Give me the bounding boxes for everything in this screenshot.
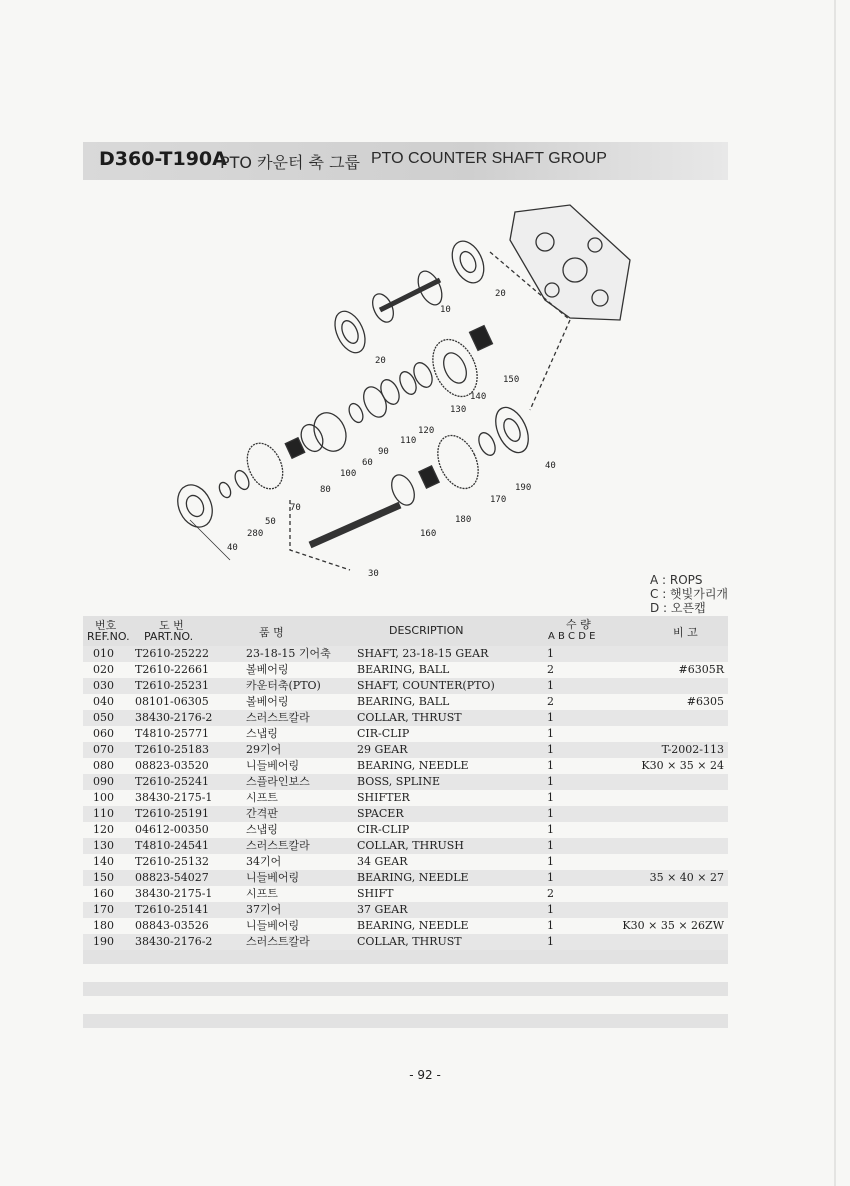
description: SPACER <box>357 807 404 820</box>
part-no: 08843-03526 <box>135 919 209 932</box>
part-no: T2610-25132 <box>135 855 210 868</box>
title-english: PTO COUNTER SHAFT GROUP <box>371 150 607 167</box>
table-row <box>83 646 728 662</box>
description: SHAFT, 23-18-15 GEAR <box>357 647 489 660</box>
description: 37 GEAR <box>357 903 408 916</box>
svg-text:280: 280 <box>247 529 264 539</box>
qty-a: 1 <box>547 679 554 692</box>
part-name-ko: 카운터축(PTO) <box>246 679 321 692</box>
svg-text:50: 50 <box>265 517 276 527</box>
variant-legend <box>650 573 728 615</box>
page-number: - 92 - <box>409 1068 441 1082</box>
table-row <box>83 662 728 678</box>
ref-no: 110 <box>93 807 114 820</box>
svg-text:130: 130 <box>450 405 467 415</box>
part-name-ko: 스냅링 <box>246 823 278 836</box>
part-no: 38430-2176-2 <box>135 935 213 948</box>
part-no: T2610-25231 <box>135 679 210 692</box>
svg-text:160: 160 <box>420 529 437 539</box>
table-filler-row <box>83 982 728 996</box>
part-name-ko: 니들베어링 <box>246 919 300 932</box>
part-no: 38430-2176-2 <box>135 711 213 724</box>
part-no: T2610-25183 <box>135 743 210 756</box>
exploded-parts-diagram <box>150 200 670 590</box>
part-name-ko: 스러스트칼라 <box>246 711 310 724</box>
table-row <box>83 886 728 902</box>
description: SHAFT, COUNTER(PTO) <box>357 679 495 692</box>
table-row <box>83 870 728 886</box>
qty-a: 1 <box>547 743 554 756</box>
qty-a: 1 <box>547 807 554 820</box>
table-row <box>83 758 728 774</box>
svg-text:150: 150 <box>503 375 520 385</box>
description: SHIFTER <box>357 791 410 804</box>
part-name-ko: 시프트 <box>246 887 278 900</box>
table-row <box>83 806 728 822</box>
svg-text:180: 180 <box>455 515 472 525</box>
ref-no: 080 <box>93 759 114 772</box>
name-header: 품 명 <box>259 626 284 639</box>
qty-a: 1 <box>547 759 554 772</box>
svg-text:110: 110 <box>400 436 417 446</box>
remark: K30 × 35 × 24 <box>641 759 724 772</box>
ref-no: 100 <box>93 791 114 804</box>
part-name-ko: 니들베어링 <box>246 871 300 884</box>
description: CIR-CLIP <box>357 727 410 740</box>
svg-text:80: 80 <box>320 485 331 495</box>
part-name-ko: 간격판 <box>246 807 278 820</box>
part-name-ko: 니들베어링 <box>246 759 300 772</box>
ref-no: 010 <box>93 647 114 660</box>
ref-no: 120 <box>93 823 114 836</box>
remark: #6305 <box>686 695 724 708</box>
part-name-ko: 34기어 <box>246 855 282 868</box>
description: COLLAR, THRUST <box>357 711 462 724</box>
qty-a: 2 <box>547 887 554 900</box>
table-row <box>83 742 728 758</box>
part-no: 38430-2175-1 <box>135 887 213 900</box>
table-row <box>83 678 728 694</box>
description: SHIFT <box>357 887 394 900</box>
ref-no: 130 <box>93 839 114 852</box>
description: 34 GEAR <box>357 855 408 868</box>
desc-header: DESCRIPTION <box>389 624 464 637</box>
remark: #6305R <box>678 663 724 676</box>
part-header-ko: 도 번 <box>159 619 184 632</box>
ref-no: 170 <box>93 903 114 916</box>
legend-item: A : ROPS <box>650 573 703 587</box>
ref-no: 040 <box>93 695 114 708</box>
part-no: T2610-25141 <box>135 903 210 916</box>
svg-text:90: 90 <box>378 447 389 457</box>
description: BEARING, NEEDLE <box>357 919 469 932</box>
remark-header: 비 고 <box>673 626 698 639</box>
ref-header-ko: 번호 <box>95 619 117 632</box>
part-name-ko: 스러스트칼라 <box>246 839 310 852</box>
ref-no: 150 <box>93 871 114 884</box>
group-code: D360-T190A <box>99 148 227 170</box>
table-row <box>83 918 728 934</box>
remark: T-2002-113 <box>661 743 724 756</box>
table-row <box>83 790 728 806</box>
svg-text:140: 140 <box>470 392 487 402</box>
part-name-ko: 볼베어링 <box>246 663 289 676</box>
ref-no: 070 <box>93 743 114 756</box>
svg-text:40: 40 <box>545 461 556 471</box>
svg-text:70: 70 <box>290 503 301 513</box>
ref-no: 060 <box>93 727 114 740</box>
table-row <box>83 902 728 918</box>
qty-a: 2 <box>547 663 554 676</box>
part-no: T4810-24541 <box>135 839 210 852</box>
table-row <box>83 934 728 950</box>
part-no: T2610-25222 <box>135 647 210 660</box>
qty-a: 1 <box>547 855 554 868</box>
part-no: 38430-2175-1 <box>135 791 213 804</box>
remark: K30 × 35 × 26ZW <box>622 919 724 932</box>
qty-columns-header: A B C D E <box>548 631 596 642</box>
description: BOSS, SPLINE <box>357 775 441 788</box>
title-bar <box>83 142 728 180</box>
svg-text:190: 190 <box>515 483 532 493</box>
part-name-ko: 볼베어링 <box>246 695 289 708</box>
part-header-en: PART.NO. <box>144 630 194 643</box>
part-name-ko: 스플라인보스 <box>246 775 310 788</box>
qty-a: 1 <box>547 647 554 660</box>
svg-text:100: 100 <box>340 469 357 479</box>
table-row <box>83 726 728 742</box>
part-name-ko: 29기어 <box>246 743 282 756</box>
ref-no: 140 <box>93 855 114 868</box>
table-header <box>83 616 728 646</box>
table-filler-row <box>83 950 728 964</box>
ref-header-en: REF.NO. <box>87 630 130 643</box>
svg-text:120: 120 <box>418 426 435 436</box>
qty-a: 1 <box>547 919 554 932</box>
table-row <box>83 838 728 854</box>
part-name-ko: 23-18-15 기어축 <box>246 647 331 660</box>
part-no: 08823-03520 <box>135 759 209 772</box>
qty-a: 1 <box>547 727 554 740</box>
svg-text:40: 40 <box>227 543 238 553</box>
svg-text:170: 170 <box>490 495 507 505</box>
ref-no: 050 <box>93 711 114 724</box>
parts-table <box>83 646 728 950</box>
description: BEARING, NEEDLE <box>357 759 469 772</box>
description: BEARING, NEEDLE <box>357 871 469 884</box>
qty-a: 1 <box>547 903 554 916</box>
description: 29 GEAR <box>357 743 408 756</box>
part-no: 08101-06305 <box>135 695 209 708</box>
part-no: 08823-54027 <box>135 871 209 884</box>
svg-text:60: 60 <box>362 458 373 468</box>
description: COLLAR, THRUSH <box>357 839 464 852</box>
table-filler-row <box>83 1014 728 1028</box>
page-edge <box>834 0 836 1186</box>
qty-a: 1 <box>547 935 554 948</box>
remark: 35 × 40 × 27 <box>649 871 724 884</box>
qty-a: 1 <box>547 711 554 724</box>
ref-no: 160 <box>93 887 114 900</box>
qty-a: 1 <box>547 791 554 804</box>
svg-text:20: 20 <box>375 356 386 366</box>
part-no: T2610-22661 <box>135 663 210 676</box>
part-no: 04612-00350 <box>135 823 209 836</box>
table-row <box>83 694 728 710</box>
table-row <box>83 822 728 838</box>
qty-a: 1 <box>547 839 554 852</box>
description: CIR-CLIP <box>357 823 410 836</box>
part-name-ko: 스러스트칼라 <box>246 935 310 948</box>
ref-no: 190 <box>93 935 114 948</box>
table-row <box>83 854 728 870</box>
legend-item: D : 오픈캡 <box>650 601 706 615</box>
description: BEARING, BALL <box>357 695 450 708</box>
title-korean: PTO 카운터 축 그룹 <box>220 153 361 172</box>
table-row <box>83 710 728 726</box>
description: BEARING, BALL <box>357 663 450 676</box>
qty-a: 1 <box>547 823 554 836</box>
table-row <box>83 774 728 790</box>
qty-a: 1 <box>547 775 554 788</box>
svg-text:30: 30 <box>368 569 379 579</box>
part-name-ko: 스냅링 <box>246 727 278 740</box>
part-no: T2610-25191 <box>135 807 210 820</box>
ref-no: 180 <box>93 919 114 932</box>
part-no: T4810-25771 <box>135 727 210 740</box>
qty-a: 1 <box>547 871 554 884</box>
legend-item: C : 햇빛가리개 <box>650 587 729 601</box>
svg-text:20: 20 <box>495 289 506 299</box>
part-name-ko: 시프트 <box>246 791 278 804</box>
part-name-ko: 37기어 <box>246 903 282 916</box>
description: COLLAR, THRUST <box>357 935 462 948</box>
ref-no: 020 <box>93 663 114 676</box>
ref-no: 030 <box>93 679 114 692</box>
qty-a: 2 <box>547 695 554 708</box>
qty-header: 수 량 <box>566 618 591 631</box>
svg-text:10: 10 <box>440 305 451 315</box>
ref-no: 090 <box>93 775 114 788</box>
part-no: T2610-25241 <box>135 775 210 788</box>
